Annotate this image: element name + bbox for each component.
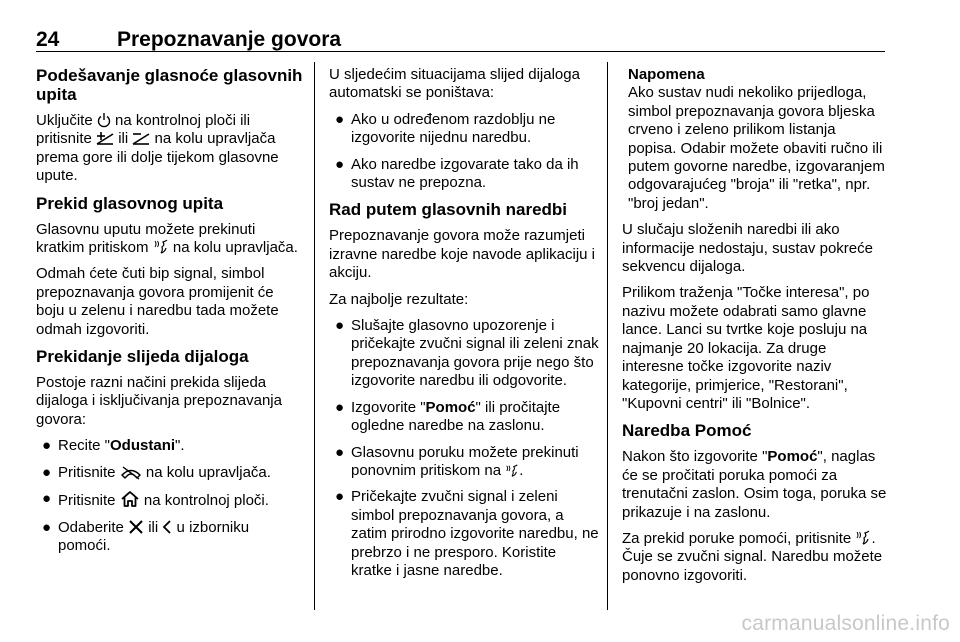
header-rule xyxy=(36,51,885,52)
home-icon xyxy=(120,490,140,508)
bullet: ● xyxy=(335,443,345,461)
section-title: Naredba Pomoć xyxy=(622,421,752,441)
volume-down-icon xyxy=(132,130,150,146)
bullet: ● xyxy=(42,490,52,508)
paragraph: Uključite na kontrolnoj ploči ili pritisnite ili na kolu upravljača prema gore ili dolje tijekom glasovne upute. xyxy=(36,112,279,185)
back-icon xyxy=(162,519,172,535)
list-item: ● Ako u određenom razdoblju ne izgovorite nijednu naredbu. xyxy=(335,110,556,147)
bullet-list xyxy=(329,111,599,193)
column-1 xyxy=(36,66,304,563)
list-item: ● Ako naredbe izgovarate tako da ih sustav ne prepozna. xyxy=(335,155,579,192)
close-icon xyxy=(128,519,144,535)
note-box xyxy=(622,66,888,213)
section-title: Podešavanje glasnoće glasovnih upita xyxy=(36,66,303,104)
bullet: ● xyxy=(335,317,345,335)
note-text: Ako sustav nudi nekoliko prijedloga, simbol prepoznavanja govora bljeska crveno i zeleno prilikom listanja popisa. Odabir možete obaviti ručno ili putem govorne naredbe, izgovaranjem odgovarajućeg "broja" ili "retka", npr. "broj jedan". xyxy=(628,84,885,212)
note-title: Napomena xyxy=(628,66,705,83)
bullet: ● xyxy=(335,110,345,128)
voice-icon xyxy=(153,239,169,255)
paragraph: Za najbolje rezultate: xyxy=(329,290,469,308)
section-title: Rad putem glasovnih naredbi xyxy=(329,200,568,220)
paragraph: Nakon što izgovorite "Pomoć", naglas će se pročitati poruka pomoći za trenutačni zaslon. Osim toga, poruka se prikazuje i na zaslonu. xyxy=(622,448,887,521)
page-title: Prepoznavanje govora xyxy=(117,28,342,51)
voice-icon xyxy=(855,530,871,546)
paragraph: Prepoznavanje govora može razumjeti izravne naredbe koje navode aplikaciju i akciju. xyxy=(329,227,596,282)
list-item: ● Izgovorite "Pomoć" ili pročitajte ogledne naredbe na zaslonu. xyxy=(335,398,561,435)
list-item: ● Odaberite ili u izborniku pomoći. xyxy=(42,518,250,554)
bullet: ● xyxy=(335,488,345,506)
voice-icon xyxy=(505,464,519,478)
paragraph: Odmah ćete čuti bip signal, simbol prepoznavanja govora promijenit će boju u zelenu i naredbu tada možete odmah izgovoriti. xyxy=(36,265,279,338)
page-header xyxy=(36,28,885,52)
paragraph: Glasovnu uputu možete prekinuti kratkim pritiskom na kolu upravljača. xyxy=(36,220,298,257)
paragraph: Postoje razni načini prekida slijeda dijaloga i isključivanja prepoznavanja govora: xyxy=(36,374,282,428)
list-item: ● Slušajte glasovno upozorenje i pričekajte zvučni signal ili zeleni znak prepoznavanja govora prije nego što izgovorite naredbu ili odgovorite. xyxy=(335,317,599,390)
column-3 xyxy=(622,66,888,593)
section-title: Prekid glasovnog upita xyxy=(36,193,224,213)
bullet: ● xyxy=(42,437,52,455)
volume-up-icon xyxy=(96,130,114,146)
list-item: ● Pritisnite na kontrolnoj ploči. xyxy=(42,490,269,510)
power-icon xyxy=(97,112,111,128)
column-2 xyxy=(329,66,599,588)
list-item: ● Glasovnu poruku možete prekinuti ponovnim pritiskom na . xyxy=(335,443,579,479)
list-item: ● Recite "Odustani". xyxy=(42,437,185,455)
bullet-list xyxy=(329,317,599,580)
bullet-list xyxy=(36,437,304,555)
paragraph: U slučaju složenih naredbi ili ako informacije nedostaju, sustav pokreće sekvencu dijaloga. xyxy=(622,221,873,276)
page-number: 24 xyxy=(36,28,60,51)
list-item: ● Pričekajte zvučni signal i zeleni simbol prepoznavanja govora, a zatim prirodno izgovorite naredbu, ne prebrzo i ne presporo. Koristite kratke i jasne naredbe. xyxy=(335,488,599,579)
column-divider xyxy=(314,62,315,610)
paragraph: Za prekid poruke pomoći, pritisnite . Čuje se zvučni signal. Naredbu možete ponovno izgovoriti. xyxy=(622,529,883,584)
paragraph: Prilikom traženja "Točke interesa", po nazivu možete odabrati samo glavne lance. Lanci su tvrtke koje posluju na najmanje 20 lokacija. Za druge interesne točke izgovorite naziv kategorije, primjerice, "Restorani", "Kupovni centri" ili "Bolnice". xyxy=(622,284,870,412)
bullet: ● xyxy=(42,463,52,481)
section-title: Prekidanje slijeda dijaloga xyxy=(36,347,249,367)
bullet: ● xyxy=(42,518,52,536)
column-divider xyxy=(607,62,608,610)
paragraph: U sljedećim situacijama slijed dijaloga automatski se poništava: xyxy=(329,66,580,102)
list-item: ● Pritisnite na kolu upravljača. xyxy=(42,463,271,481)
bullet: ● xyxy=(335,398,345,416)
watermark: carmanualsonline.info xyxy=(741,612,950,635)
bullet: ● xyxy=(335,155,345,173)
hang-up-icon xyxy=(120,466,142,480)
